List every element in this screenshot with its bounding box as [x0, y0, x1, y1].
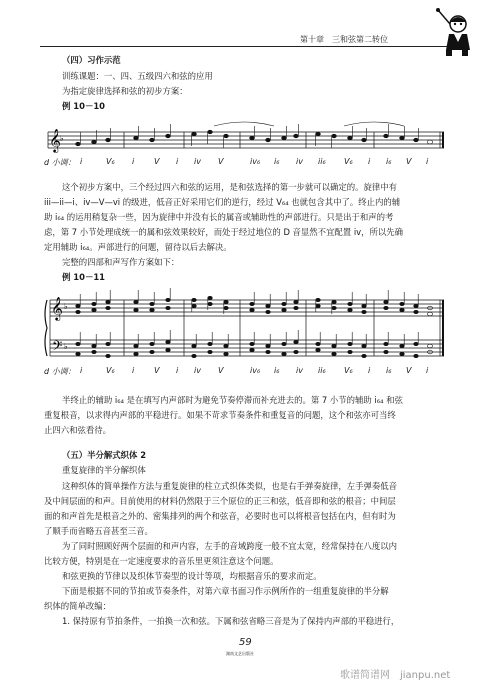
key-label: d 小调：	[44, 367, 76, 376]
paragraph-line: 织体的简单改编：	[44, 601, 111, 611]
chord-symbol: V	[218, 157, 224, 166]
chord-symbol: i	[426, 366, 429, 375]
paragraph-line: iii—ii—i、iv—V—vi 的级进，低音正好采用它们的逆行，经过 V₆₄ 也就包含其中了。终止内的辅	[44, 197, 401, 207]
section-title: （五）半分解式织体 2	[62, 450, 147, 460]
paragraph-line: 定用辅助 i₆₄。声部进行的问题，留待以后去解决。	[44, 242, 232, 252]
chord-symbol: V	[406, 366, 412, 375]
chord-symbol: V	[406, 157, 412, 166]
chord-symbol: i	[426, 157, 429, 166]
svg-text:♭: ♭	[64, 302, 68, 311]
chord-symbol: i	[368, 157, 371, 166]
paragraph-line: 完整的四部和声写作方案如下：	[62, 257, 180, 267]
example-staff-melody	[44, 116, 448, 160]
chord-symbol: i₆	[386, 157, 392, 166]
svg-text:♭: ♭	[64, 342, 68, 351]
conductor-mascot-icon	[432, 6, 476, 58]
section-subtitle: 重复旋律的半分解织体	[62, 465, 146, 475]
paragraph-line: 虑，第 7 小节处理成统一的属和弦效果较好，而处于经过地位的 D 音显然不宜配置 iv，所以先确	[44, 227, 403, 237]
paragraph-line: 了顺手而省略五音甚至三音。	[44, 526, 153, 536]
chord-symbol: V₆	[344, 157, 353, 166]
chord-symbol: V₆	[106, 366, 115, 375]
chord-symbol: iv	[194, 157, 201, 166]
chord-symbol: iv₆	[250, 366, 261, 375]
paragraph-line: 及中间层面的和声。目前使用的材料仍然限于三个原位的正三和弦，低音即和弦的根音；中间层	[44, 496, 396, 506]
paragraph-line: 1. 保持原有节拍条件，一拍换一次和弦。下属和弦省略三音是为了保持内声部的平稳进行，	[62, 616, 400, 626]
paragraph-line: 下面是根据不同的节拍或节奏条件，对第六章书面习作示例所作的一组重复旋律的半分解	[62, 586, 389, 596]
section-subtitle: 训练课题：一、四、五级四六和弦的应用	[62, 71, 213, 81]
svg-text:♭: ♭	[60, 134, 64, 143]
header-rule	[40, 46, 460, 47]
chord-symbol: i	[368, 366, 371, 375]
chord-symbol: ii₆	[318, 366, 326, 375]
paragraph-line: 这个初步方案中，三个经过四六和弦的运用，是和弦选择的第一步就可以确定的。旋律中有	[62, 182, 397, 192]
chord-symbol: i	[132, 157, 135, 166]
watermark: 歌谱简谱网 jianpu.net	[340, 670, 451, 681]
chord-symbol: iv	[194, 366, 201, 375]
svg-text:𝄞: 𝄞	[51, 296, 63, 320]
chord-symbol: i	[176, 157, 179, 166]
chord-symbol: V	[154, 157, 160, 166]
paragraph-line: 助 i₆₄ 的运用稍复杂一些，因为旋律中并没有长的属音或辅助性的声部进行。只是出于和声的考	[44, 212, 394, 222]
paragraph-line: 重复根音，以求得内声部的平稳进行。如果不苛求节奏条件和重复音的问题，这个和弦亦可当终	[44, 410, 396, 420]
svg-text:𝄢: 𝄢	[52, 338, 63, 357]
chord-symbol: i₆	[274, 157, 280, 166]
paragraph-line: 比较方便，特别是在一定速度要求的音乐里更须注意这个问题。	[44, 556, 279, 566]
chord-symbol: V	[154, 366, 160, 375]
chord-symbol: i₆	[274, 366, 280, 375]
chord-symbol: V₆	[106, 157, 115, 166]
example-grand-staff	[44, 288, 448, 368]
chapter-header: 第十章 三和弦第二转位	[300, 35, 388, 44]
chord-symbol: i	[132, 366, 135, 375]
chord-symbol: V	[218, 366, 224, 375]
example-label: 例 10－10	[62, 101, 105, 111]
example-label: 例 10－11	[62, 272, 105, 282]
chord-symbol: ii₆	[318, 157, 326, 166]
paragraph-line: 面的和声首先是根音之外的、密集排列的两个和弦音，必要时也可以将根音包括在内，但有时为	[44, 511, 396, 521]
chord-symbol: iv	[296, 157, 303, 166]
section-title: （四）习作示范	[62, 55, 121, 65]
svg-text:𝄞: 𝄞	[49, 128, 61, 152]
chord-symbol: i	[80, 366, 83, 375]
section-line: 为指定旋律选择和弦的初步方案：	[62, 86, 188, 96]
paragraph-line: 止四六和弦看待。	[44, 425, 111, 435]
publisher-line: 湖南文艺出版社	[226, 651, 254, 656]
chord-symbol: iv₆	[250, 157, 261, 166]
chord-symbol: V₆	[344, 366, 353, 375]
paragraph-line: 为了同时照顾好两个层面的和声内容，左手的音域跨度一般不宜太宽，经常保持在八度以内	[62, 541, 397, 551]
key-label: d 小调：	[44, 158, 76, 167]
chord-symbol: iv	[296, 366, 303, 375]
paragraph-line: 半终止的辅助 i₆₄ 是在填写内声部时为避免节奏停滞而补充进去的。第 7 小节的辅助 i₆₄ 和弦	[62, 395, 403, 405]
chord-symbol: i₆	[386, 366, 392, 375]
chord-symbol: i	[176, 366, 179, 375]
chord-symbol: i	[80, 157, 83, 166]
paragraph-line: 这种织体的简单操作方法与重复旋律的柱立式织体类似，也是右手弹奏旋律，左手弹奏低音	[62, 481, 397, 491]
paragraph-line: 和弦更换的节律以及织体节奏型的设计等项，均根据音乐的要求而定。	[62, 571, 322, 581]
page-number: 59	[239, 637, 252, 648]
